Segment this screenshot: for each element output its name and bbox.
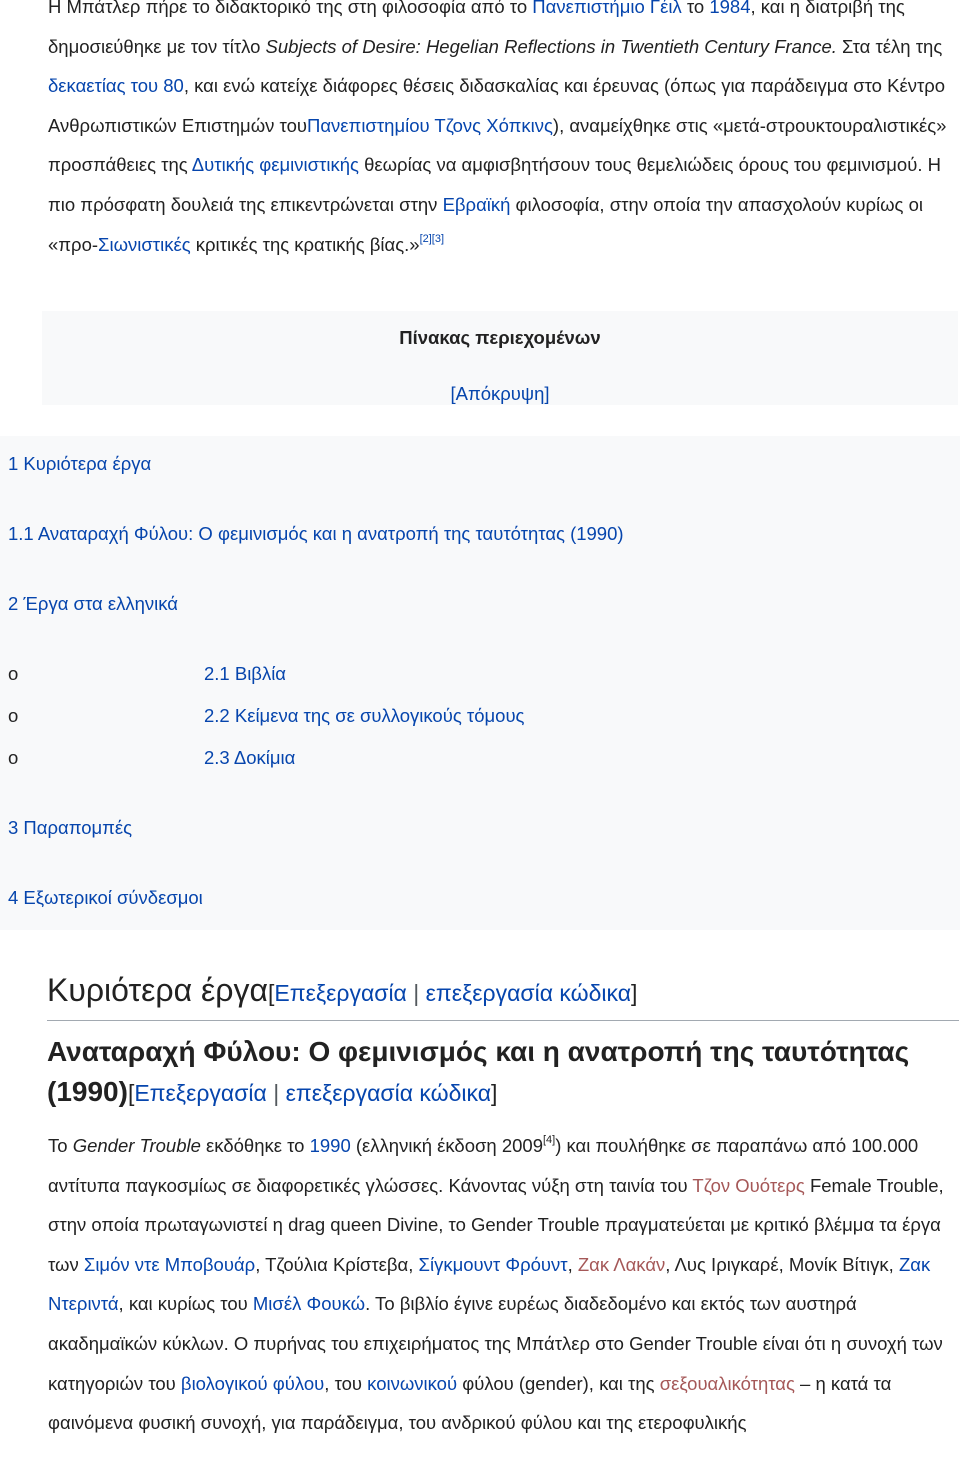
section-title: Αναταραχή Φύλου: Ο φεμινισμός και η ανατροπή της ταυτότητας (1990): [47, 1036, 910, 1107]
edit-bracket: [: [267, 980, 275, 1006]
toc-item[interactable]: [8, 523, 624, 545]
section-heading-main-works: [47, 970, 959, 1021]
intro-text: φιλοσοφία, στην οποία την απασχολούν κυρίως οι «προ-: [48, 193, 923, 255]
link-derrida[interactable]: Ζακ Ντεριντά: [48, 1253, 931, 1315]
thesis-title: Subjects of Desire: Hegelian Reflections in Twentieth Century France.: [265, 35, 837, 57]
toc-subitem[interactable]: [204, 663, 286, 685]
body-text: ) και πουλήθηκε σε παραπάνω από 100.000 αντίτυπα παγκοσμίως σε διαφορετικές γλώσσες. Κάνοντας νύξη στη ταινία του: [48, 1135, 919, 1196]
intro-text: κριτικές της κρατικής βίας.»: [190, 233, 420, 255]
body-text: . Το βιβλίο έγινε ευρέως διαδεδομένο και εκτός των αυστηρά ακαδημαϊκών κύκλων. Ο πυρήνας του επιχειρήματος της Μπάτλερ στο Gender Trouble είναι ότι η συνοχή των κατηγοριών του: [48, 1293, 943, 1394]
toc-link-external-links[interactable]: 4 Εξωτερικοί σύνδεσμοι: [8, 887, 203, 908]
toc-link-essays[interactable]: 2.3 Δοκίμια: [204, 747, 296, 768]
toc-header: [42, 311, 958, 405]
edit-bracket: [: [127, 1080, 135, 1106]
body-text: , και κυρίως του: [118, 1293, 253, 1315]
link-sexuality[interactable]: σεξουαλικότητας: [659, 1372, 795, 1394]
link-social[interactable]: κοινωνικού: [367, 1372, 458, 1394]
bullet-icon: o: [8, 705, 19, 726]
section-title: Κυριότερα έργα: [47, 972, 268, 1008]
link-freud[interactable]: Σίγκμουντ Φρόυντ: [418, 1253, 568, 1275]
body-text: (ελληνική έκδοση 2009: [350, 1135, 543, 1156]
link-lacan[interactable]: Ζακ Λακάν: [577, 1253, 666, 1275]
body-text: Το: [48, 1135, 73, 1156]
toc-item[interactable]: [8, 887, 203, 909]
toc-link-greek-works[interactable]: 2 Έργα στα ελληνικά: [8, 593, 178, 614]
intro-paragraph: [48, 0, 953, 264]
toc-hide-toggle[interactable]: [42, 383, 958, 405]
body-text: , Τζούλια Κρίστεβα,: [255, 1253, 419, 1275]
body-text: , του: [324, 1372, 368, 1394]
intro-text: Η Μπάτλερ πήρε το διδακτορικό της στη φιλοσοφία από το: [48, 0, 533, 17]
body-text: , Λυς Ιριγκαρέ, Μονίκ Βίτιγκ,: [665, 1253, 899, 1275]
intro-text: , και η διατριβή της δημοσιεύθηκε με τον τίτλο: [48, 0, 905, 57]
edit-separator: |: [266, 1080, 286, 1106]
toc-item[interactable]: [8, 817, 132, 839]
reference-link[interactable]: [2][3]: [419, 232, 445, 245]
link-johns-hopkins[interactable]: Πανεπιστημίου Τζονς Χόπκινς: [307, 114, 553, 136]
link-jewish[interactable]: Εβραϊκή: [442, 193, 511, 215]
intro-text: θεωρίας να αμφισβητήσουν τους θεμελιώδεις όρους του φεμινισμού. Η πιο πρόσφατη δουλειά της επικεντρώνεται στην: [48, 154, 941, 215]
bullet-icon: o: [8, 663, 19, 684]
edit-link[interactable]: Επεξεργασία: [274, 980, 407, 1006]
body-text: – η κατά τα φαινόμενα φυσική συνοχή, για παράδειγμα, του ανδρικού φύλου και της ετεροφυλικής: [48, 1372, 892, 1434]
link-1990[interactable]: 1990: [309, 1135, 351, 1156]
toc-link-gender-trouble[interactable]: 1.1 Αναταραχή Φύλου: Ο φεμινισμός και η ανατροπή της ταυτότητας (1990): [8, 523, 624, 544]
toc-list: [0, 436, 960, 930]
intro-text: ), αναμείχθηκε στις «μετά-στρουκτουραλιστικές» προσπάθειες της: [48, 114, 947, 176]
link-western-feminist[interactable]: Δυτικής φεμινιστικής: [191, 154, 359, 176]
toc-link-references[interactable]: 3 Παραπομπές: [8, 817, 133, 838]
body-text: ,: [567, 1253, 578, 1275]
edit-separator: |: [406, 980, 426, 1006]
edit-source-link[interactable]: επεξεργασία κώδικα: [425, 980, 632, 1006]
link-beauvoir[interactable]: Σιμόν ντε Μποβουάρ: [83, 1253, 256, 1275]
toc-subitem[interactable]: [204, 705, 524, 727]
toc-hide-link[interactable]: [Απόκρυψη]: [450, 383, 550, 404]
toc-item[interactable]: [8, 593, 178, 615]
reference-link[interactable]: [4]: [543, 1134, 556, 1146]
toc-link-books[interactable]: 2.1 Βιβλία: [204, 663, 287, 684]
edit-link[interactable]: Επεξεργασία: [134, 1080, 267, 1106]
edit-source-link[interactable]: επεξεργασία κώδικα: [285, 1080, 491, 1106]
link-yale-university[interactable]: Πανεπιστήμιο Γέιλ: [532, 0, 682, 17]
book-title: Gender Trouble: [72, 1135, 201, 1156]
gender-trouble-paragraph: [48, 1126, 953, 1443]
edit-bracket: ]: [491, 1080, 498, 1106]
body-text: εκδόθηκε το: [200, 1135, 310, 1156]
link-1984[interactable]: 1984: [709, 0, 751, 17]
body-text: Female Trouble, στην οποία πρωταγωνιστεί η drag queen Divine, το Gender Trouble πραγματεύεται με κριτικό βλέμμα τα έργα των: [48, 1174, 944, 1275]
intro-text: το: [681, 0, 710, 17]
link-zionist[interactable]: Σιωνιστικές: [98, 233, 191, 255]
toc-link-collective-volumes[interactable]: 2.2 Κείμενα της σε συλλογικούς τόμους: [204, 705, 525, 726]
bullet-icon: o: [8, 747, 19, 768]
intro-text: Στα τέλη της: [836, 35, 943, 57]
edit-bracket: ]: [631, 980, 638, 1006]
section-heading-gender-trouble: [47, 1032, 952, 1113]
link-foucault[interactable]: Μισέλ Φουκώ: [252, 1293, 366, 1315]
link-john-waters[interactable]: Τζον Ουότερς: [692, 1174, 805, 1196]
link-1980s[interactable]: δεκαετίας του 80: [48, 75, 184, 97]
toc-title: Πίνακας περιεχομένων: [399, 327, 601, 348]
body-text: φύλου (gender), και της: [457, 1372, 660, 1394]
toc-link-main-works[interactable]: 1 Κυριότερα έργα: [8, 453, 152, 474]
intro-text: , και ενώ κατείχε διάφορες θέσεις διδασκαλίας και έρευνας (όπως για παράδειγμα στο Κέντρο Ανθρωπιστικών Επιστημών του: [48, 75, 946, 136]
link-biological-sex[interactable]: βιολογικού φύλου: [180, 1372, 325, 1394]
toc-subitem[interactable]: [204, 747, 295, 769]
toc-item[interactable]: [8, 453, 151, 475]
